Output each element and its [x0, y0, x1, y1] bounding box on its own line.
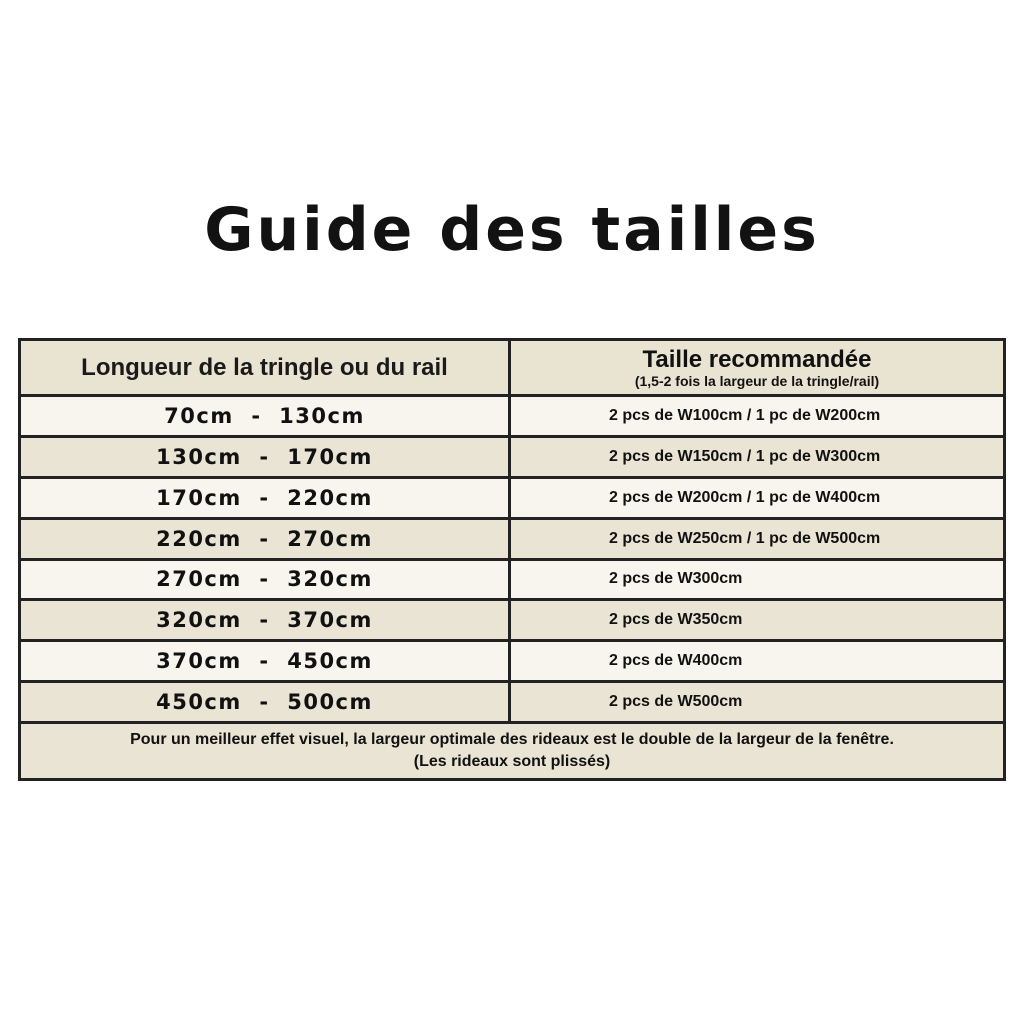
size-cell: 2 pcs de W300cm [511, 561, 1003, 599]
size-cell: 2 pcs de W250cm / 1 pc de W500cm [511, 520, 1003, 558]
size-cell: 2 pcs de W400cm [511, 642, 1003, 680]
header-length-label: Longueur de la tringle ou du rail [81, 353, 448, 381]
length-cell: 130cm - 170cm [21, 438, 508, 476]
footer-note-line1: Pour un meilleur effet visuel, la largeur optimale des rideaux est le double de la largeur de la fenêtre. [130, 731, 894, 748]
length-cell: 70cm - 130cm [21, 397, 508, 435]
table-footer-note [21, 724, 1003, 778]
length-cell: 170cm - 220cm [21, 479, 508, 517]
header-size [511, 341, 1003, 394]
footer-note-line2: (Les rideaux sont plissés) [413, 753, 611, 770]
length-cell: 450cm - 500cm [21, 683, 508, 721]
size-cell: 2 pcs de W200cm / 1 pc de W400cm [511, 479, 1003, 517]
length-cell: 370cm - 450cm [21, 642, 508, 680]
header-size-note: (1,5-2 fois la largeur de la tringle/rail) [634, 372, 880, 389]
size-cell: 2 pcs de W350cm [511, 601, 1003, 639]
page-title: Guide des tailles [204, 195, 820, 265]
header-size-title: Taille recommandée [642, 345, 872, 373]
header-length [21, 341, 508, 394]
length-cell: 270cm - 320cm [21, 561, 508, 599]
length-cell: 220cm - 270cm [21, 520, 508, 558]
size-cell: 2 pcs de W100cm / 1 pc de W200cm [511, 397, 1003, 435]
size-cell: 2 pcs de W150cm / 1 pc de W300cm [511, 438, 1003, 476]
size-table [18, 338, 1006, 781]
size-cell: 2 pcs de W500cm [511, 683, 1003, 721]
length-cell: 320cm - 370cm [21, 601, 508, 639]
